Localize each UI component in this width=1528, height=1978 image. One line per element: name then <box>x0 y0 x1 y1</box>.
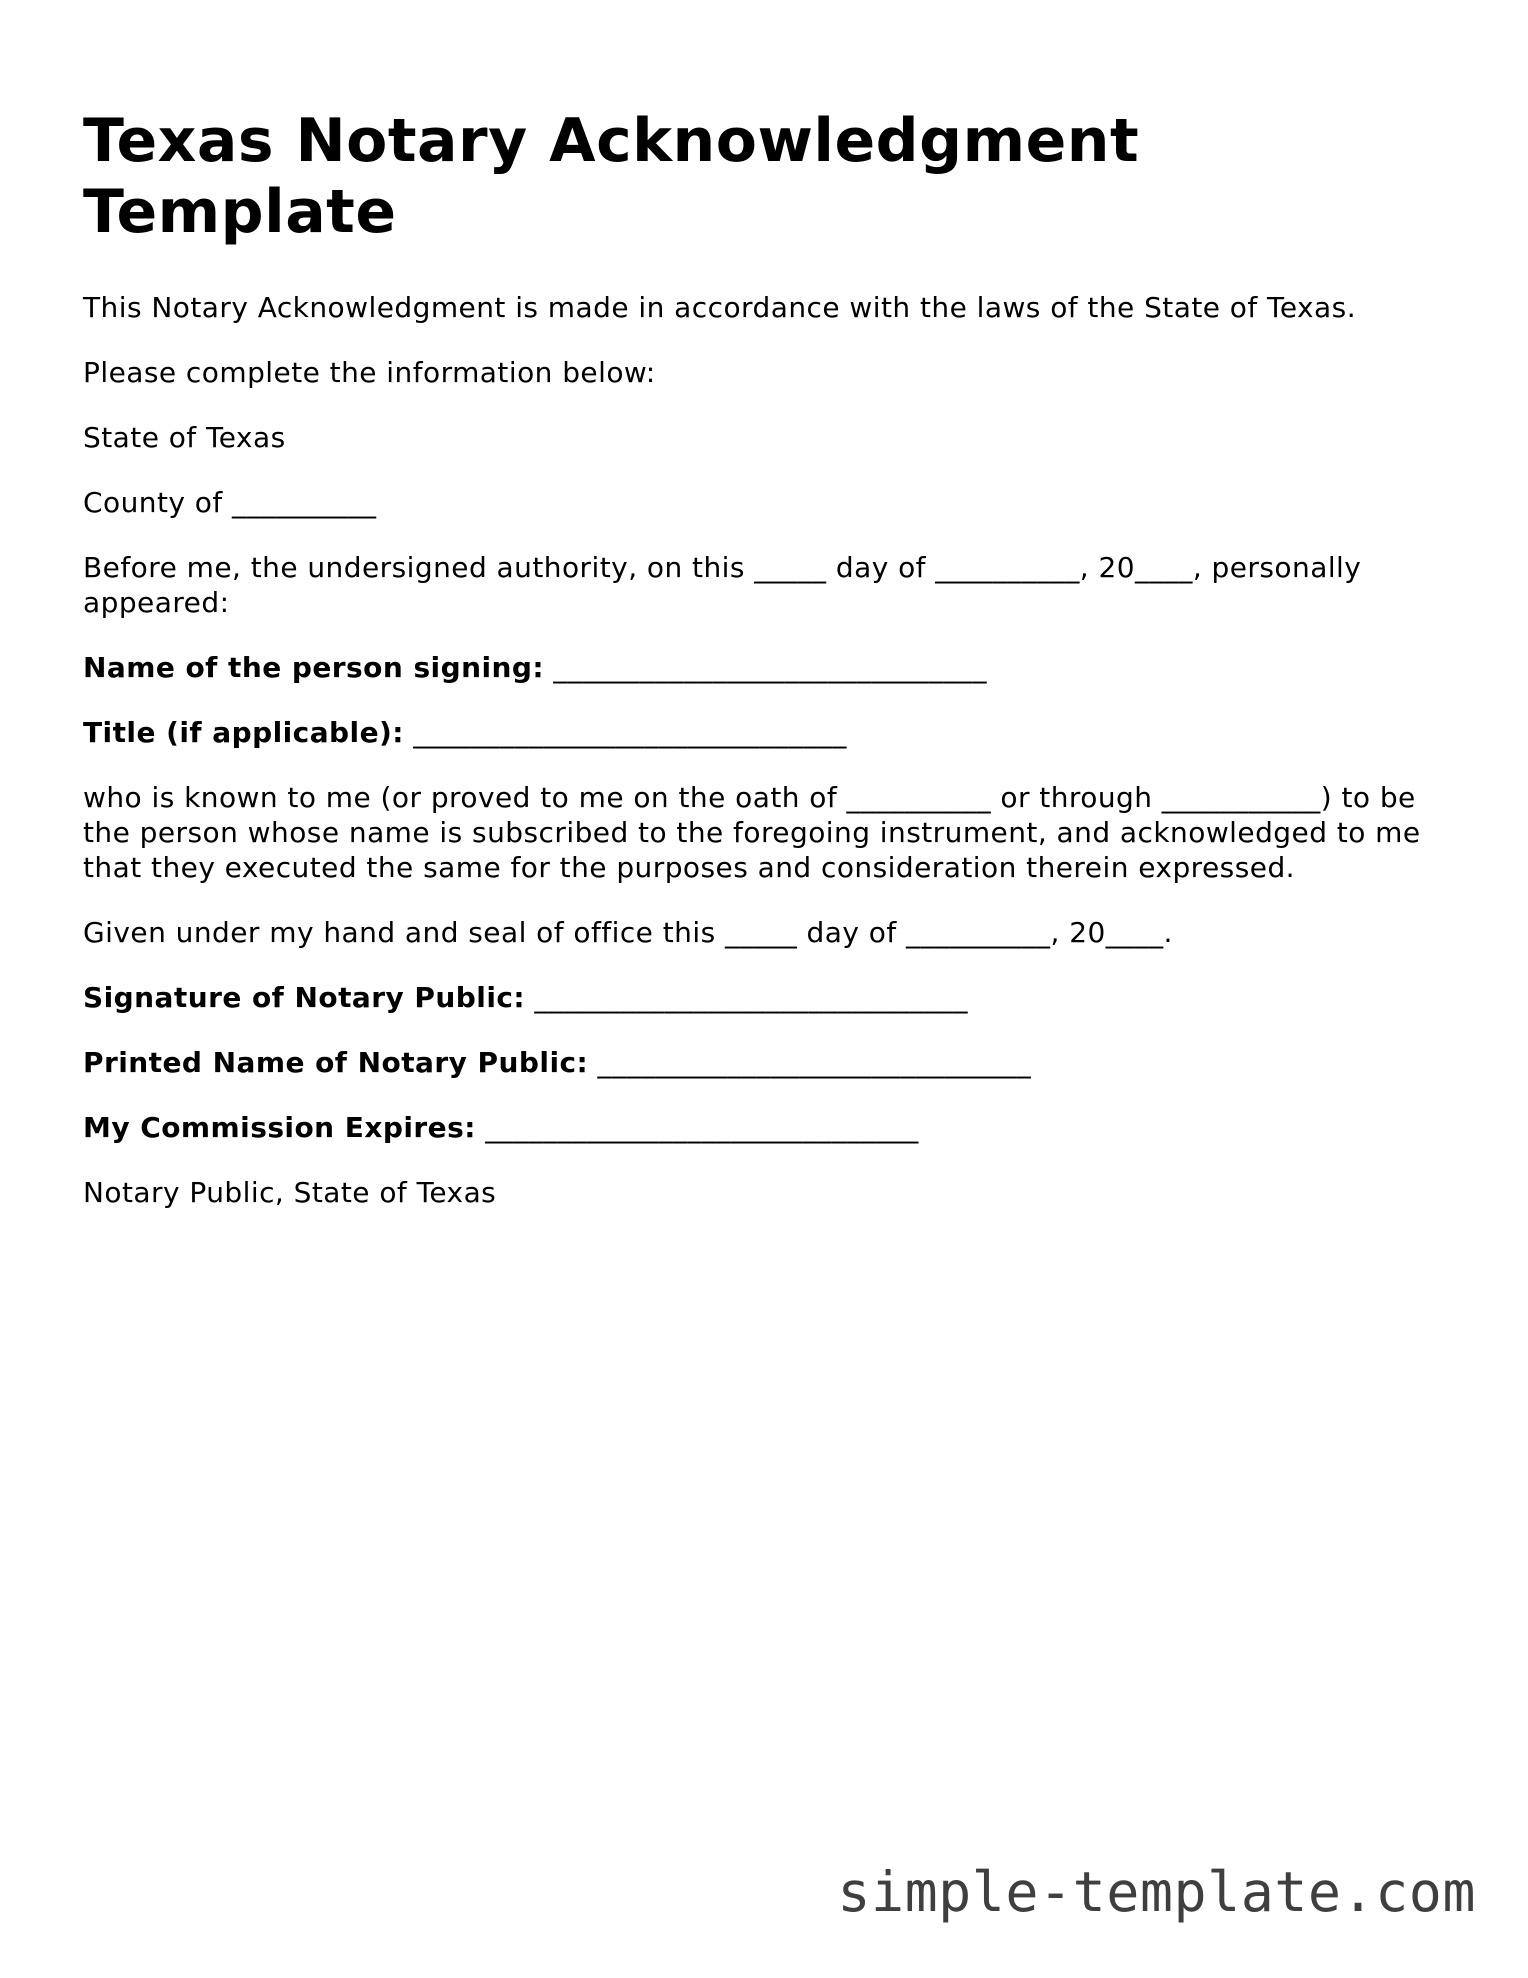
commission-expires-blank: ______________________________ <box>475 1111 919 1144</box>
document-title: Texas Notary Acknowledgment Template <box>83 106 1140 247</box>
commission-expires-label: My Commission Expires: <box>83 1111 476 1144</box>
name-signing-line <box>83 650 1443 685</box>
printed-name-line <box>83 1045 1443 1080</box>
document-page <box>83 106 1443 1240</box>
notary-signature-blank: ______________________________ <box>525 981 968 1014</box>
notary-signature-label: Signature of Notary Public: <box>83 981 526 1014</box>
title-line <box>83 715 1443 750</box>
commission-expires-line <box>83 1110 1443 1145</box>
printed-name-label: Printed Name of Notary Public: <box>83 1046 589 1079</box>
state-line: State of Texas <box>83 421 286 454</box>
given-under-paragraph: Given under my hand and seal of office this _____ day of __________, 20____. <box>83 916 1173 949</box>
notary-signature-line <box>83 980 1443 1015</box>
title-label: Title (if applicable): <box>83 716 404 749</box>
known-to-me-paragraph: who is known to me (or proved to me on the oath of __________ or through ___________) to be the person whose name is subscribed to the foregoing instrument, and acknowledged to me that they executed the same for the purposes and consideration therein expressed. <box>83 781 1430 884</box>
name-signing-blank: ______________________________ <box>544 651 987 684</box>
name-signing-label: Name of the person signing: <box>83 651 545 684</box>
closing-line: Notary Public, State of Texas <box>83 1176 497 1209</box>
county-line: County of __________ <box>83 486 377 519</box>
title-blank: ______________________________ <box>403 716 847 749</box>
watermark-text: simple-template.com <box>837 1860 1476 1924</box>
before-me-paragraph: Before me, the undersigned authority, on this _____ day of __________, 20____, personally appeared: <box>83 551 1371 619</box>
printed-name-blank: ______________________________ <box>588 1046 1032 1079</box>
instruction-paragraph: Please complete the information below: <box>83 356 656 389</box>
intro-paragraph: This Notary Acknowledgment is made in accordance with the laws of the State of Texas. <box>83 291 1357 324</box>
